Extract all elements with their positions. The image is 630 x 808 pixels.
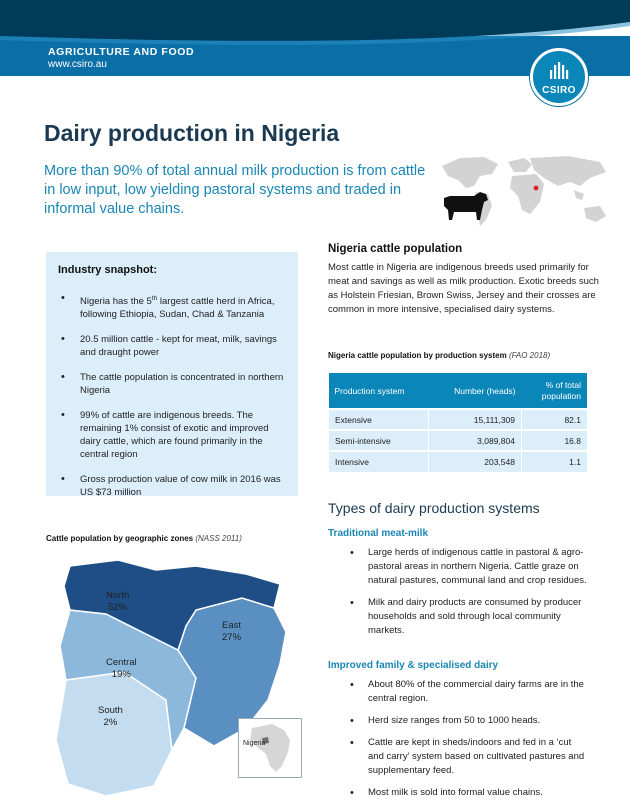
table-source: (FAO 2018) [508,351,551,360]
column-header: % of total population [522,373,588,409]
list-item: • About 80% of the commercial dairy farms are in the central region. [348,678,588,706]
zone-south-name: South [98,705,123,716]
cattle-population-table [328,373,587,472]
list-item: • 99% of cattle are indigenous breeds. The remaining 1% consist of exotic and improved dairy cattle, which are found primarily in the central region [58,409,290,461]
improved-heading: Improved family & specialised dairy [328,660,499,671]
improved-list [348,678,588,808]
list-item: • Herd size ranges from 50 to 1000 heads. [348,714,588,728]
table-row [329,430,588,451]
snapshot-list [58,292,290,511]
table-row [329,409,588,430]
website-link[interactable]: www.csiro.au [48,59,107,70]
table-caption-text: Nigeria cattle population by production system [328,351,507,360]
department-label: AGRICULTURE AND FOOD [48,46,195,58]
list-item: • Nigeria has the 5th largest cattle herd in Africa, following Ethiopia, Sudan, Chad & Tanzania [58,292,290,321]
traditional-list [348,546,588,646]
page-title: Dairy production in Nigeria [44,120,340,146]
table-cell: 3,089,804 [429,430,522,451]
table-cell: 15,111,309 [429,409,522,430]
zone-label-north [106,590,129,614]
population-heading: Nigeria cattle population [328,243,463,255]
table-cell: Extensive [329,409,429,430]
zone-label-south [98,705,123,729]
list-item: • Milk and dairy products are consumed by producer households and sold through local community markets. [348,596,588,638]
list-item: • The cattle population is concentrated in northern Nigeria [58,371,290,397]
population-text: Most cattle in Nigeria are indigenous breeds used primarily for meat and savings as well as milk production. Exotic breeds such as Holstein Friesian, Brown Swiss, Jersey and their crosses are common in more intensive, specialised dairy systems. [328,262,599,315]
africa-inset-map [238,718,302,778]
logo-text: CSIRO [542,85,576,96]
table-cell: 82.1 [522,409,588,430]
zone-central-name: Central [106,657,137,668]
types-heading: Types of dairy production systems [328,500,540,516]
table-header-row [329,373,588,409]
zone-north-pct: 52% [108,602,128,613]
table-cell: Semi-intensive [329,430,429,451]
zone-map-caption [46,534,242,543]
zone-label-east [222,620,241,644]
industry-snapshot-box [46,252,298,499]
table-cell: 203,548 [429,451,522,472]
zone-central-pct: 19% [111,669,131,680]
list-item: • Most milk is sold into formal value chains. [348,786,588,800]
list-item: • Gross production value of cow milk in 2016 was US $73 million [58,473,290,499]
zone-map-caption-text: Cattle population by geographic zones [46,534,194,543]
zone-label-central [106,657,137,681]
table-cell: 16.8 [522,430,588,451]
logo-mark-icon [549,61,569,81]
traditional-heading: Traditional meat-milk [328,528,429,539]
list-item: • 20.5 million cattle - kept for meat, milk, savings and draught power [58,333,290,359]
table-cell: 1.1 [522,451,588,472]
list-item: • Large herds of indigenous cattle in pastoral & agro-pastoral areas in northern Nigeria. Cattle graze on natural pastures, communal land and crop residues. [348,546,588,588]
table-caption [328,351,550,360]
zone-north-name: North [106,590,130,601]
snapshot-title: Industry snapshot: [58,264,158,276]
csiro-logo [530,48,588,106]
zone-map-source: (NASS 2011) [195,534,242,543]
intro-text: More than 90% of total annual milk production is from cattle in low input, low yielding pastoral systems and traded in informal value chains. [44,163,426,217]
column-header: Number (heads) [429,373,522,409]
table-row [329,451,588,472]
list-item: • Cattle are kept in sheds/indoors and fed in a ‘cut and carry’ system based on cultivated pastures and supplementary feed. [348,736,588,778]
cow-silhouette [440,188,490,228]
zone-east-pct: 27% [222,632,242,643]
zone-south-pct: 2% [103,717,118,728]
table-cell: Intensive [329,451,429,472]
zone-east-name: East [222,620,242,631]
inset-label: Nigeria [243,740,266,747]
column-header: Production system [329,373,429,409]
